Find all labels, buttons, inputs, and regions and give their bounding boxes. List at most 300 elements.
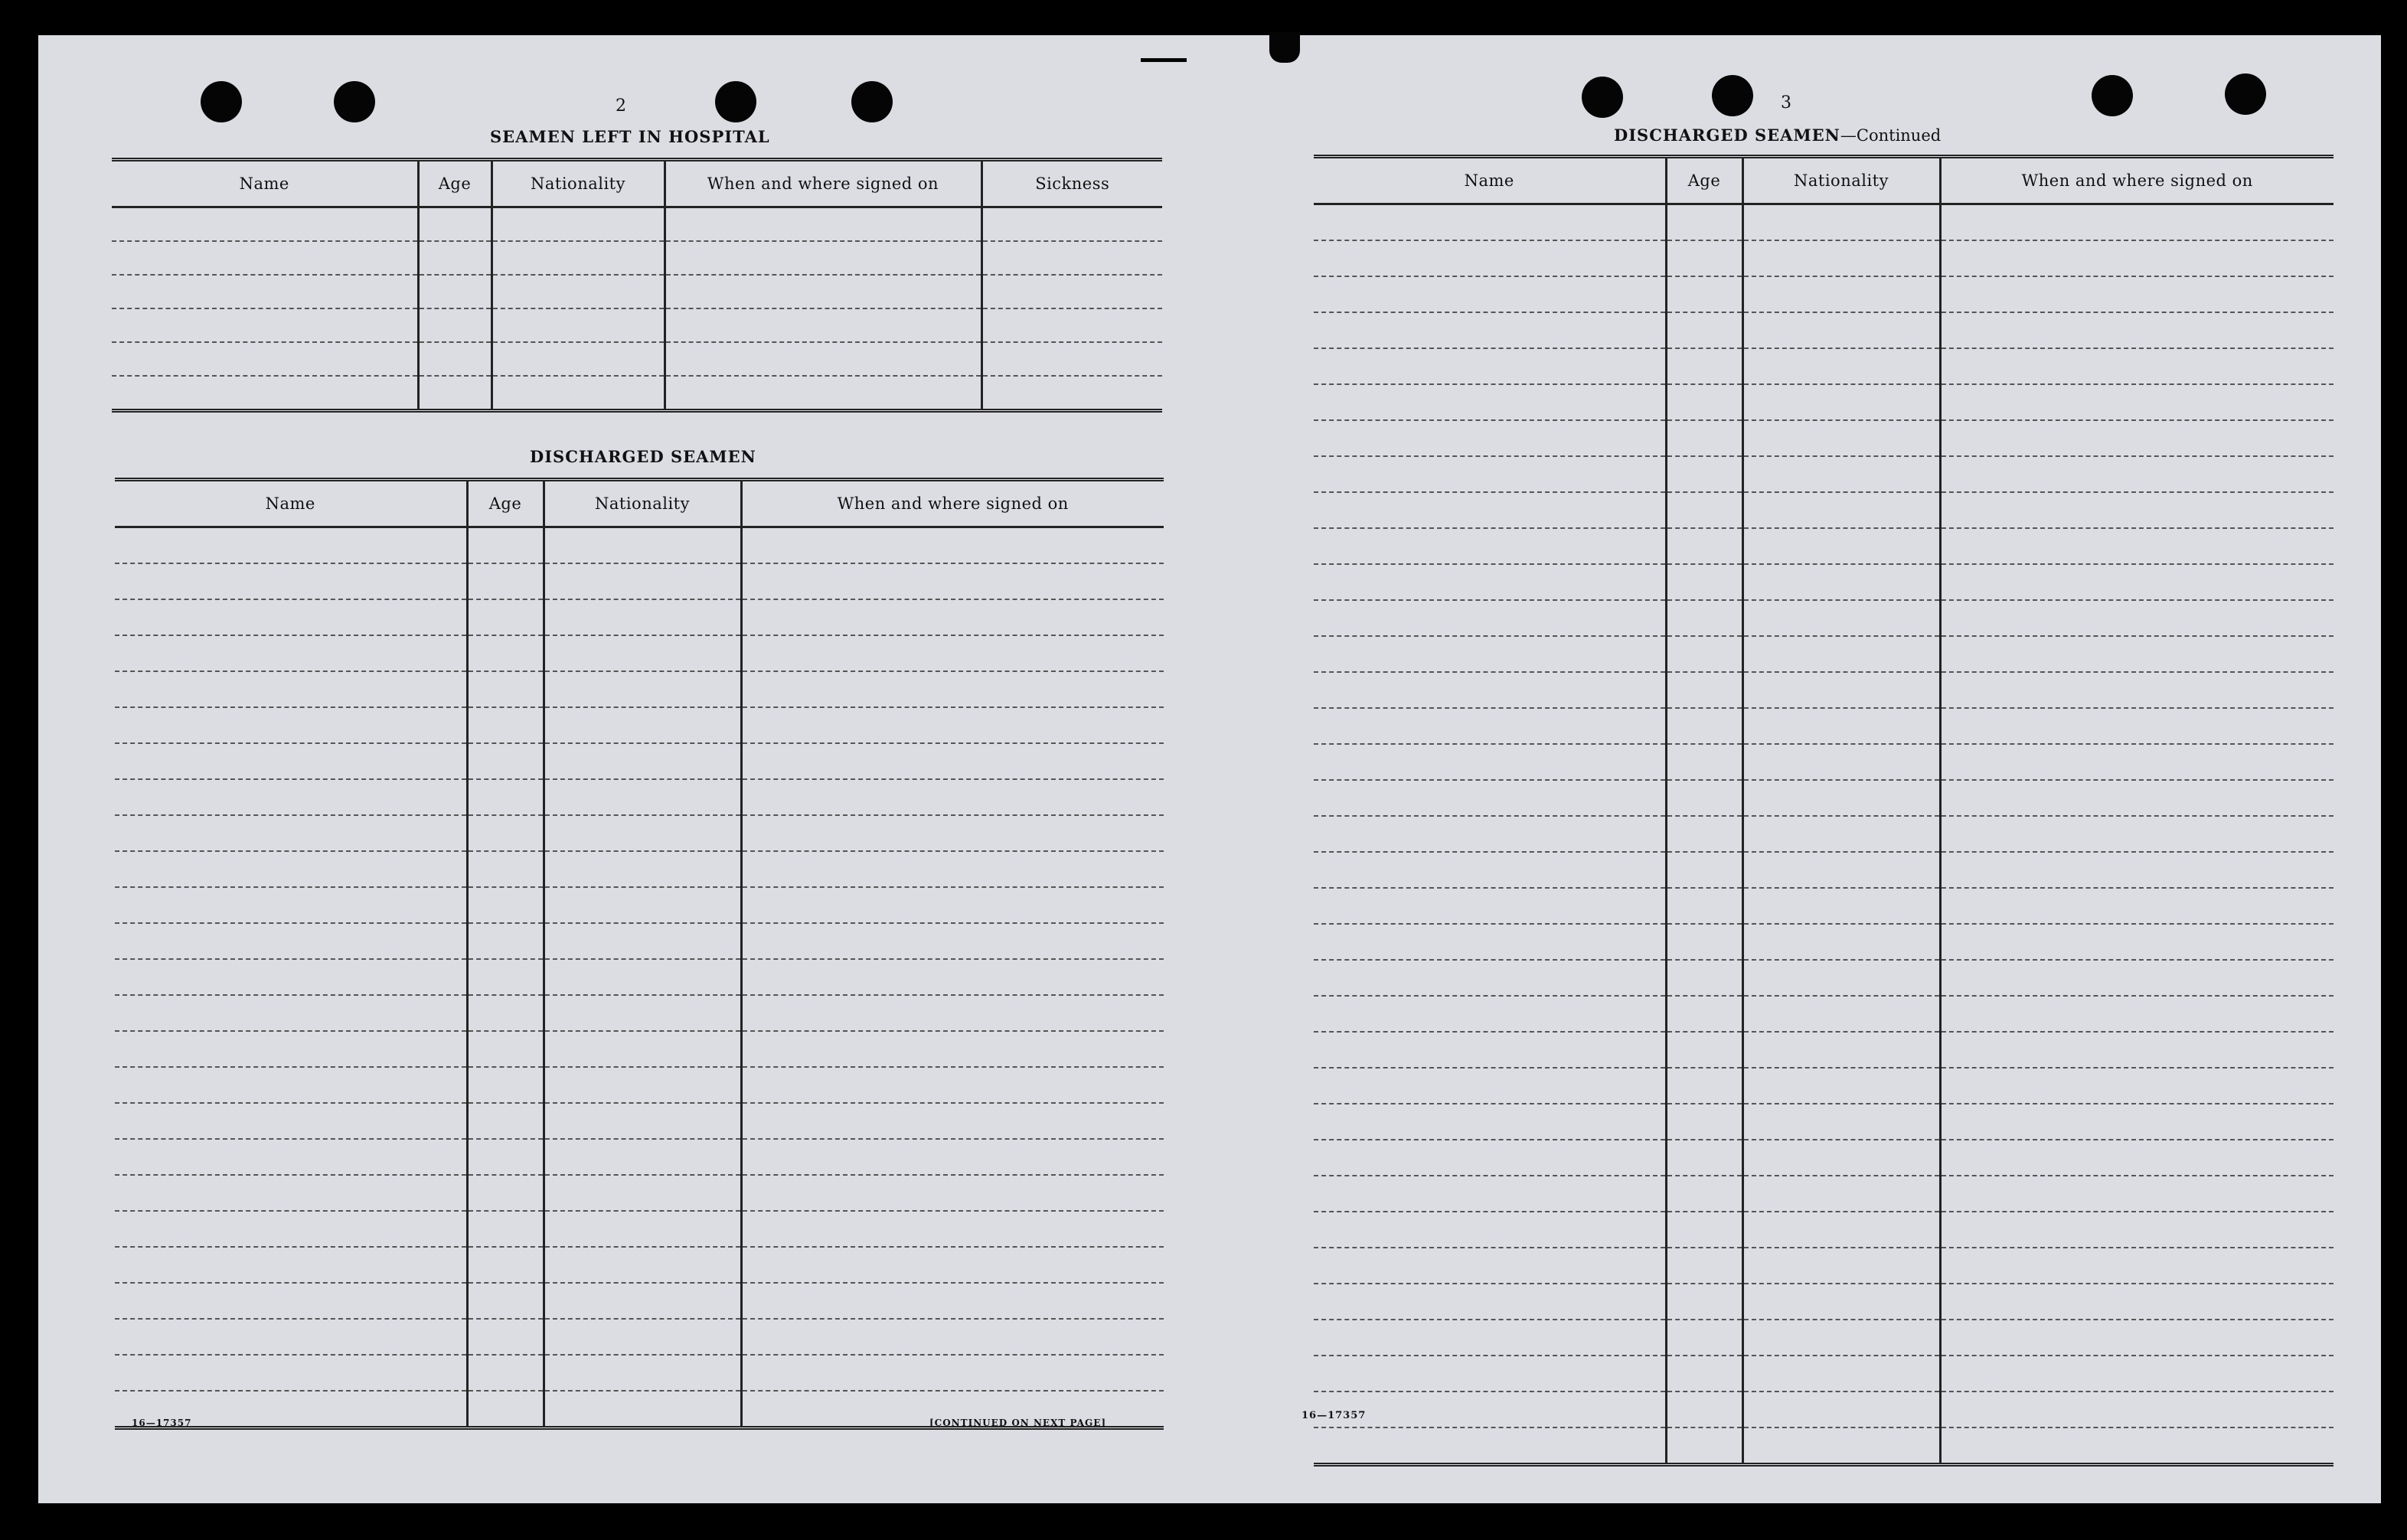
blank-cell [1666, 1392, 1742, 1427]
blank-cell [741, 1319, 1164, 1355]
blank-cell [544, 1391, 741, 1428]
blank-cell [492, 308, 665, 342]
blank-cell [665, 207, 981, 242]
blank-cell [1666, 996, 1742, 1032]
table-row [112, 376, 1162, 411]
blank-cell [1940, 1212, 2334, 1248]
table-row [112, 241, 1162, 275]
blank-cell [1940, 528, 2334, 564]
blank-cell [1940, 1068, 2334, 1104]
blank-cell [741, 563, 1164, 599]
blank-cell [115, 779, 467, 815]
blank-cell [1940, 996, 2334, 1032]
blank-cell [1940, 1392, 2334, 1427]
blank-cell [467, 1067, 544, 1103]
column-header-age: Age [467, 480, 544, 527]
blank-cell [1314, 528, 1666, 564]
table-row [1314, 852, 2334, 888]
blank-cell [544, 995, 741, 1031]
form-number: 16—17357 [132, 1418, 192, 1428]
blank-cell [1940, 636, 2334, 672]
form-number: 16—17357 [1301, 1410, 1367, 1421]
blank-cell [1742, 564, 1940, 600]
blank-cell [1940, 960, 2334, 996]
blank-cell [981, 308, 1162, 342]
blank-cell [1742, 888, 1940, 924]
table-row [115, 599, 1164, 635]
table-row [1314, 1176, 2334, 1212]
blank-cell [1742, 1212, 1940, 1248]
blank-cell [1742, 1176, 1940, 1212]
blank-cell [115, 527, 467, 564]
table-row [115, 887, 1164, 923]
blank-cell [1314, 1212, 1666, 1248]
blank-cell [115, 563, 467, 599]
blank-cell [1742, 636, 1940, 672]
blank-cell [741, 1103, 1164, 1139]
column-header-signed-on: When and where signed on [741, 480, 1164, 527]
blank-cell [1666, 744, 1742, 780]
blank-cell [418, 376, 492, 411]
section-title-text: DISCHARGED SEAMEN [1614, 126, 1840, 145]
blank-cell [1314, 420, 1666, 456]
blank-cell [1742, 1320, 1940, 1356]
column-header-name: Name [1314, 157, 1666, 204]
blank-cell [741, 707, 1164, 743]
discharged-continued-table [1314, 155, 2334, 1467]
blank-cell [1666, 384, 1742, 420]
table-row [1314, 564, 2334, 600]
blank-cell [1314, 1068, 1666, 1104]
table-header-row [1314, 157, 2334, 204]
blank-cell [1314, 348, 1666, 384]
blank-cell [1314, 1356, 1666, 1392]
table-row [1314, 1068, 2334, 1104]
table-row [115, 1211, 1164, 1247]
table-row [115, 779, 1164, 815]
blank-cell [544, 1283, 741, 1319]
blank-cell [1940, 1104, 2334, 1140]
blank-cell [741, 1031, 1164, 1067]
blank-cell [418, 275, 492, 308]
blank-cell [741, 923, 1164, 959]
blank-cell [112, 308, 418, 342]
blank-cell [1314, 1176, 1666, 1212]
column-header-signed-on: When and where signed on [1940, 157, 2334, 204]
blank-cell [544, 1103, 741, 1139]
blank-cell [1666, 1140, 1742, 1176]
blank-cell [1314, 960, 1666, 996]
blank-cell [418, 342, 492, 376]
table-row [1314, 348, 2334, 384]
table-row [1314, 816, 2334, 852]
blank-cell [1940, 1176, 2334, 1212]
table-header-row [115, 480, 1164, 527]
blank-cell [544, 1355, 741, 1391]
blank-cell [1742, 1427, 1940, 1465]
blank-cell [467, 1391, 544, 1428]
blank-cell [981, 241, 1162, 275]
blank-cell [467, 815, 544, 851]
blank-cell [1742, 600, 1940, 636]
blank-cell [665, 308, 981, 342]
blank-cell [741, 1355, 1164, 1391]
hospital-table [112, 158, 1162, 413]
table-row [1314, 1356, 2334, 1392]
table-row [1314, 456, 2334, 492]
blank-cell [1314, 456, 1666, 492]
blank-cell [1666, 456, 1742, 492]
blank-cell [1314, 636, 1666, 672]
table-row [1314, 204, 2334, 241]
blank-cell [1666, 1212, 1742, 1248]
blank-cell [1314, 1104, 1666, 1140]
blank-cell [1666, 888, 1742, 924]
blank-cell [544, 815, 741, 851]
column-header-nationality: Nationality [1742, 157, 1940, 204]
blank-cell [741, 1283, 1164, 1319]
blank-cell [1742, 708, 1940, 744]
blank-cell [115, 1355, 467, 1391]
table-row [115, 923, 1164, 959]
blank-cell [1666, 1427, 1742, 1465]
blank-cell [1666, 636, 1742, 672]
table-row [1314, 708, 2334, 744]
blank-cell [1742, 1068, 1940, 1104]
blank-cell [418, 308, 492, 342]
blank-cell [1742, 996, 1940, 1032]
column-header-signed-on: When and where signed on [665, 160, 981, 207]
table-row [1314, 276, 2334, 312]
blank-cell [741, 779, 1164, 815]
blank-cell [741, 527, 1164, 564]
blank-cell [1314, 816, 1666, 852]
blank-cell [1940, 672, 2334, 708]
table-row [1314, 780, 2334, 816]
blank-cell [1940, 1284, 2334, 1320]
section-title-hospital: SEAMEN LEFT IN HOSPITAL [490, 127, 770, 146]
blank-cell [1940, 744, 2334, 780]
blank-cell [115, 995, 467, 1031]
blank-cell [1742, 276, 1940, 312]
blank-cell [467, 779, 544, 815]
blank-cell [1314, 852, 1666, 888]
blank-cell [115, 815, 467, 851]
blank-cell [665, 376, 981, 411]
blank-cell [115, 1175, 467, 1211]
table-row [1314, 1320, 2334, 1356]
blank-cell [1940, 1248, 2334, 1284]
blank-cell [1742, 420, 1940, 456]
blank-cell [115, 1283, 467, 1319]
column-header-nationality: Nationality [544, 480, 741, 527]
table-row [1314, 420, 2334, 456]
blank-cell [981, 207, 1162, 242]
blank-cell [741, 851, 1164, 887]
blank-cell [544, 923, 741, 959]
blank-cell [544, 527, 741, 564]
table-row [115, 1103, 1164, 1139]
blank-cell [1314, 996, 1666, 1032]
table-row [115, 1355, 1164, 1391]
blank-cell [467, 1283, 544, 1319]
blank-cell [115, 1067, 467, 1103]
blank-cell [544, 1031, 741, 1067]
blank-cell [544, 1175, 741, 1211]
blank-cell [467, 1211, 544, 1247]
blank-cell [1666, 960, 1742, 996]
blank-cell [544, 1211, 741, 1247]
table-row [1314, 1032, 2334, 1068]
blank-cell [1940, 1356, 2334, 1392]
page-number: 2 [616, 96, 626, 116]
table-row [1314, 672, 2334, 708]
blank-cell [1742, 852, 1940, 888]
blank-cell [741, 1175, 1164, 1211]
blank-cell [1940, 1032, 2334, 1068]
blank-cell [1940, 816, 2334, 852]
table-row [1314, 384, 2334, 420]
table-row [115, 743, 1164, 779]
section-title-suffix: —Continued [1840, 126, 1942, 145]
blank-cell [1940, 888, 2334, 924]
blank-cell [1940, 708, 2334, 744]
blank-cell [112, 275, 418, 308]
blank-cell [1940, 492, 2334, 528]
blank-cell [1742, 1356, 1940, 1392]
blank-cell [1314, 600, 1666, 636]
blank-cell [1666, 240, 1742, 276]
table-row [115, 1283, 1164, 1319]
blank-cell [467, 959, 544, 995]
blank-cell [1742, 672, 1940, 708]
table-row [115, 1139, 1164, 1175]
blank-cell [115, 923, 467, 959]
blank-cell [1940, 312, 2334, 348]
blank-cell [467, 1247, 544, 1283]
blank-cell [1666, 1248, 1742, 1284]
blank-cell [544, 887, 741, 923]
table-row [1314, 492, 2334, 528]
blank-cell [467, 923, 544, 959]
blank-cell [1940, 1320, 2334, 1356]
blank-cell [1666, 816, 1742, 852]
column-header-sickness: Sickness [981, 160, 1162, 207]
blank-cell [1666, 708, 1742, 744]
blank-cell [741, 635, 1164, 671]
blank-cell [467, 887, 544, 923]
document-sheet [38, 35, 2381, 1503]
blank-cell [1742, 312, 1940, 348]
blank-cell [112, 376, 418, 411]
blank-cell [1666, 528, 1742, 564]
table-row [1314, 1248, 2334, 1284]
blank-cell [1742, 456, 1940, 492]
blank-cell [1742, 744, 1940, 780]
blank-cell [1742, 960, 1940, 996]
blank-cell [1314, 312, 1666, 348]
blank-cell [115, 1103, 467, 1139]
table-row [115, 635, 1164, 671]
blank-cell [1666, 1356, 1742, 1392]
table-row [1314, 888, 2334, 924]
table-row [1314, 996, 2334, 1032]
blank-cell [115, 1211, 467, 1247]
blank-cell [1314, 924, 1666, 960]
blank-cell [741, 887, 1164, 923]
blank-cell [1742, 528, 1940, 564]
table-row [115, 1247, 1164, 1283]
table-row [115, 995, 1164, 1031]
blank-cell [1742, 1248, 1940, 1284]
blank-cell [1742, 492, 1940, 528]
blank-cell [1314, 708, 1666, 744]
blank-cell [544, 635, 741, 671]
table-row [112, 342, 1162, 376]
column-header-age: Age [1666, 157, 1742, 204]
blank-cell [467, 995, 544, 1031]
table-row [1314, 240, 2334, 276]
table-row [1314, 1427, 2334, 1465]
blank-cell [665, 241, 981, 275]
blank-cell [1666, 1104, 1742, 1140]
blank-cell [467, 1319, 544, 1355]
table-row [115, 815, 1164, 851]
table-row [1314, 1212, 2334, 1248]
blank-cell [1940, 924, 2334, 960]
blank-cell [1314, 1427, 1666, 1465]
blank-cell [467, 1139, 544, 1175]
blank-cell [492, 275, 665, 308]
blank-cell [1314, 1140, 1666, 1176]
blank-cell [1742, 1032, 1940, 1068]
table-row [115, 851, 1164, 887]
blank-cell [1314, 1284, 1666, 1320]
blank-cell [115, 599, 467, 635]
blank-cell [544, 743, 741, 779]
table-row [1314, 636, 2334, 672]
table-row [115, 707, 1164, 743]
blank-cell [115, 1319, 467, 1355]
blank-cell [665, 275, 981, 308]
blank-cell [544, 1247, 741, 1283]
blank-cell [665, 342, 981, 376]
table-header-row [112, 160, 1162, 207]
blank-cell [1314, 240, 1666, 276]
blank-cell [467, 635, 544, 671]
blank-cell [418, 241, 492, 275]
blank-cell [1940, 600, 2334, 636]
blank-cell [1742, 1284, 1940, 1320]
blank-cell [544, 1067, 741, 1103]
blank-cell [467, 1175, 544, 1211]
blank-cell [544, 671, 741, 707]
blank-cell [544, 959, 741, 995]
table-row [115, 527, 1164, 564]
blank-cell [741, 959, 1164, 995]
blank-cell [418, 207, 492, 242]
blank-cell [741, 743, 1164, 779]
blank-cell [981, 376, 1162, 411]
column-header-name: Name [112, 160, 418, 207]
blank-cell [467, 1103, 544, 1139]
blank-cell [1314, 780, 1666, 816]
table-row [1314, 924, 2334, 960]
blank-cell [544, 1139, 741, 1175]
blank-cell [544, 851, 741, 887]
blank-cell [544, 563, 741, 599]
blank-cell [467, 707, 544, 743]
blank-cell [1666, 924, 1742, 960]
blank-cell [741, 1139, 1164, 1175]
blank-cell [1666, 348, 1742, 384]
blank-cell [115, 1139, 467, 1175]
blank-cell [1314, 1032, 1666, 1068]
discharged-rows [115, 527, 1164, 1428]
blank-cell [1314, 744, 1666, 780]
section-title-discharged-continued [1614, 126, 1941, 145]
blank-cell [1314, 204, 1666, 241]
blank-cell [115, 1031, 467, 1067]
blank-cell [1742, 1392, 1940, 1427]
blank-cell [1666, 492, 1742, 528]
blank-cell [1666, 276, 1742, 312]
blank-cell [115, 1247, 467, 1283]
blank-cell [1666, 1284, 1742, 1320]
blank-cell [115, 887, 467, 923]
table-row [115, 1031, 1164, 1067]
blank-cell [467, 743, 544, 779]
page-number: 3 [1781, 93, 1791, 113]
right-page [1210, 35, 2381, 1503]
blank-cell [115, 707, 467, 743]
blank-cell [112, 342, 418, 376]
blank-cell [1742, 924, 1940, 960]
blank-cell [492, 207, 665, 242]
blank-cell [1940, 348, 2334, 384]
blank-cell [467, 599, 544, 635]
blank-cell [981, 275, 1162, 308]
blank-cell [1940, 780, 2334, 816]
table-row [115, 1067, 1164, 1103]
hospital-rows [112, 207, 1162, 411]
blank-cell [1940, 204, 2334, 241]
blank-cell [741, 599, 1164, 635]
column-header-age: Age [418, 160, 492, 207]
blank-cell [1666, 564, 1742, 600]
blank-cell [1314, 1320, 1666, 1356]
blank-cell [1666, 1032, 1742, 1068]
table-row [1314, 600, 2334, 636]
table-row [1314, 1284, 2334, 1320]
table-row [115, 1319, 1164, 1355]
blank-cell [1666, 852, 1742, 888]
blank-cell [741, 815, 1164, 851]
column-header-nationality: Nationality [492, 160, 665, 207]
column-header-name: Name [115, 480, 467, 527]
continued-note: [CONTINUED ON NEXT PAGE] [929, 1418, 1107, 1428]
blank-cell [467, 563, 544, 599]
blank-cell [115, 851, 467, 887]
blank-cell [115, 959, 467, 995]
blank-cell [492, 241, 665, 275]
blank-cell [467, 527, 544, 564]
blank-cell [1314, 564, 1666, 600]
blank-cell [1314, 888, 1666, 924]
blank-cell [1666, 1320, 1742, 1356]
table-row [1314, 312, 2334, 348]
blank-cell [467, 1031, 544, 1067]
